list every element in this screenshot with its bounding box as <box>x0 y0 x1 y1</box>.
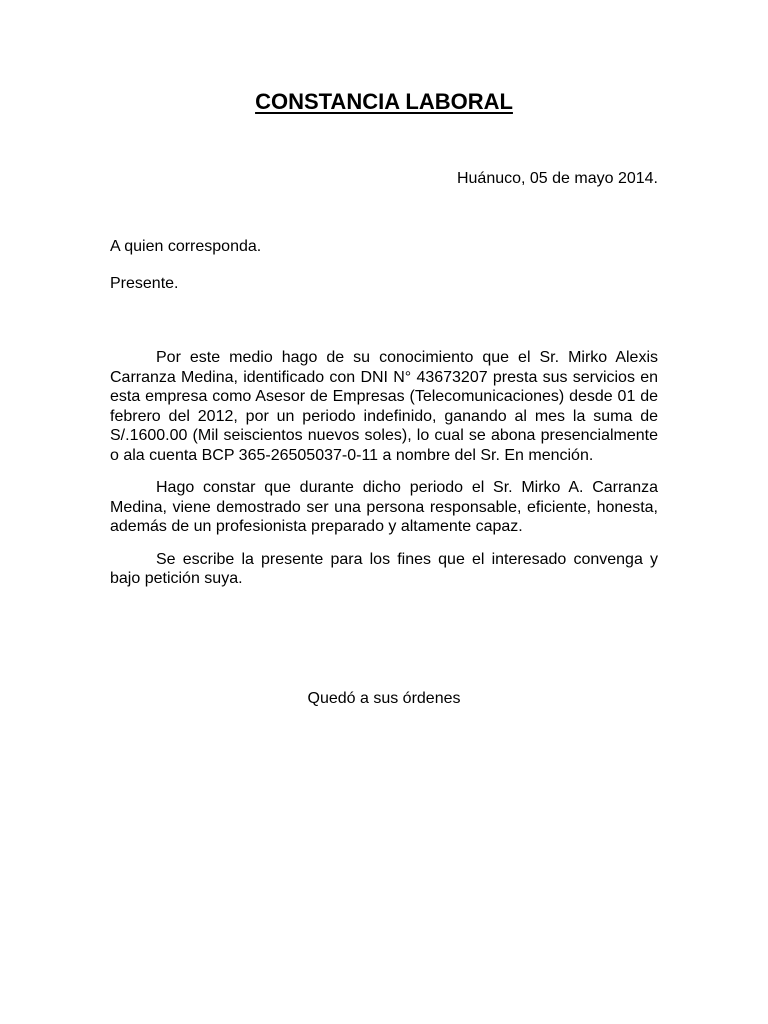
body-paragraph-3: Se escribe la presente para los fines que el interesado convenga y bajo petición suya. <box>110 550 658 587</box>
greeting: A quien corresponda. <box>110 238 262 255</box>
closing-line: Quedó a sus órdenes <box>307 690 461 707</box>
document-title <box>0 88 768 116</box>
body-paragraph-1: Por este medio hago de su conocimiento que el Sr. Mirko Alexis Carranza Medina, identificado con DNI N° 43673207 presta sus servicios en esta empresa como Asesor de Empresas (Telecomunicaciones) desde 01 de febrero del 2012, por un periodo indefinido, ganando al mes la suma de S/.1600.00 (Mil seiscientos nuevos soles), lo cual se abona presencialmente o ala cuenta BCP 365-26505037-0-11 a nombre del Sr. En mención. <box>110 349 658 464</box>
body-paragraph-2: Hago constar que durante dicho periodo el Sr. Mirko A. Carranza Medina, viene demostrado ser una persona responsable, eficiente, honesta, además de un profesionista preparado y altamente capaz. <box>110 479 658 535</box>
document-title-text: CONSTANCIA LABORAL <box>255 89 513 114</box>
document-body <box>110 348 658 602</box>
date-line: Huánuco, 05 de mayo 2014. <box>456 170 658 187</box>
presente-line: Presente. <box>110 275 179 292</box>
